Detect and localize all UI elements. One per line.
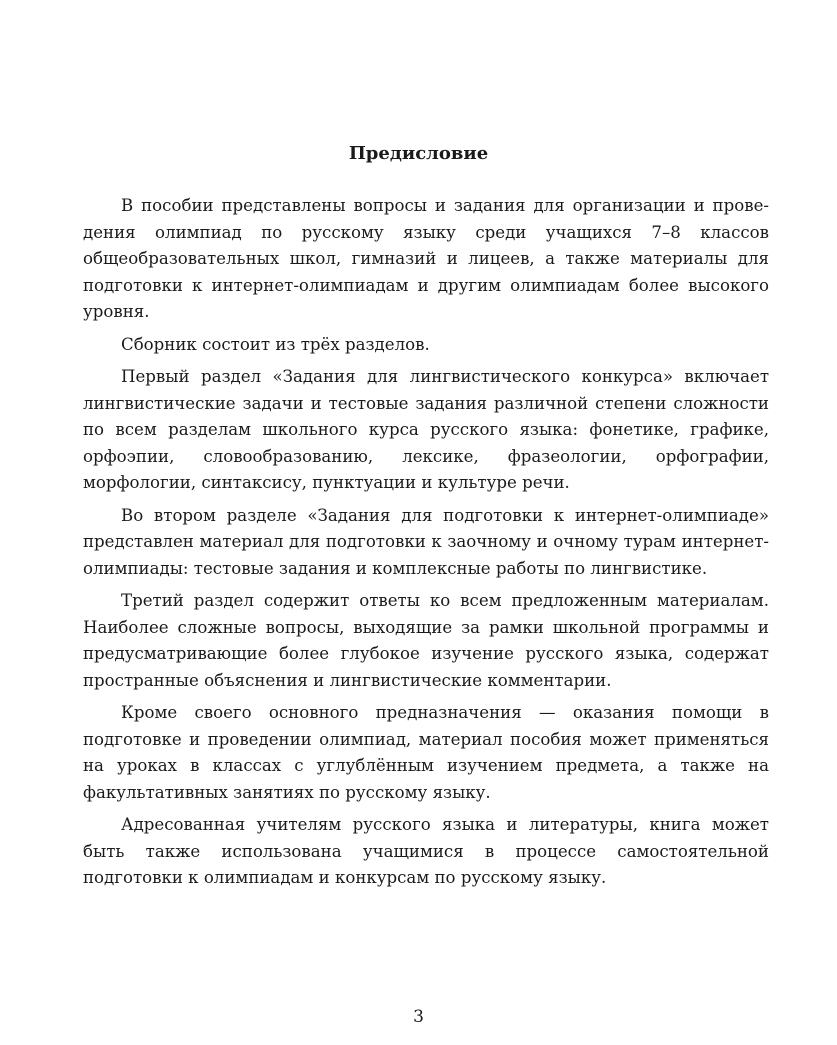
preface-body	[83, 193, 769, 898]
paragraph-section-three: Третий раздел содержит ответы ко всем предложенным материалам. Наиболее сложные вопросы, выходящие за рамки школьной программы и предусматривающие более глубокое изучение русского языка, содержат пространные объяснения и лингвистические комментарии.	[83, 591, 769, 690]
paragraph-section-one: Первый раздел «Задания для лингвистического конкурса» включает лингвистические задачи и тестовые задания различной степени сложности по всем разделам школьного курса русского языка: фонетике, графике, орфоэпии, словообразованию, лексике, фразеологии, орфографии, морфологии, синтаксису, пунктуации и культуре речи.	[83, 367, 769, 492]
paragraph-purpose: Кроме своего основного предназначения — оказания помощи в подготовке и проведении олимпиад, материал пособия может применяться на уроках в классах с углублённым изучением предмета, а также на факультативных занятиях по русскому языку.	[83, 703, 769, 802]
page-number: 3	[413, 1007, 424, 1027]
paragraph-intro: В пособии представлены вопросы и задания для организации и проведения олимпиад по русскому языку среди учащихся 7–8 классов общеобразовательных школ, гимназий и лицеев, а также материалы для подготовки к интернет-олимпиадам и другим олимпиадам более высокого уровня.	[83, 196, 769, 321]
paragraph-section-two: Во втором разделе «Задания для подготовки к интернет-олимпиаде» представлен материал для подготовки к заочному и очному турам интернет-олимпиады: тестовые задания и комплексные работы по лингвистике.	[83, 505, 769, 578]
paragraph-sections-count: Сборник состоит из трёх разделов.	[121, 334, 430, 354]
page-title: Предисловие	[348, 143, 489, 164]
paragraph-audience: Адресованная учителям русского языка и литературы, книга может быть также использована учащимися в процессе самостоятельной подготовки к олимпиадам и конкурсам по русскому языку.	[83, 815, 769, 887]
